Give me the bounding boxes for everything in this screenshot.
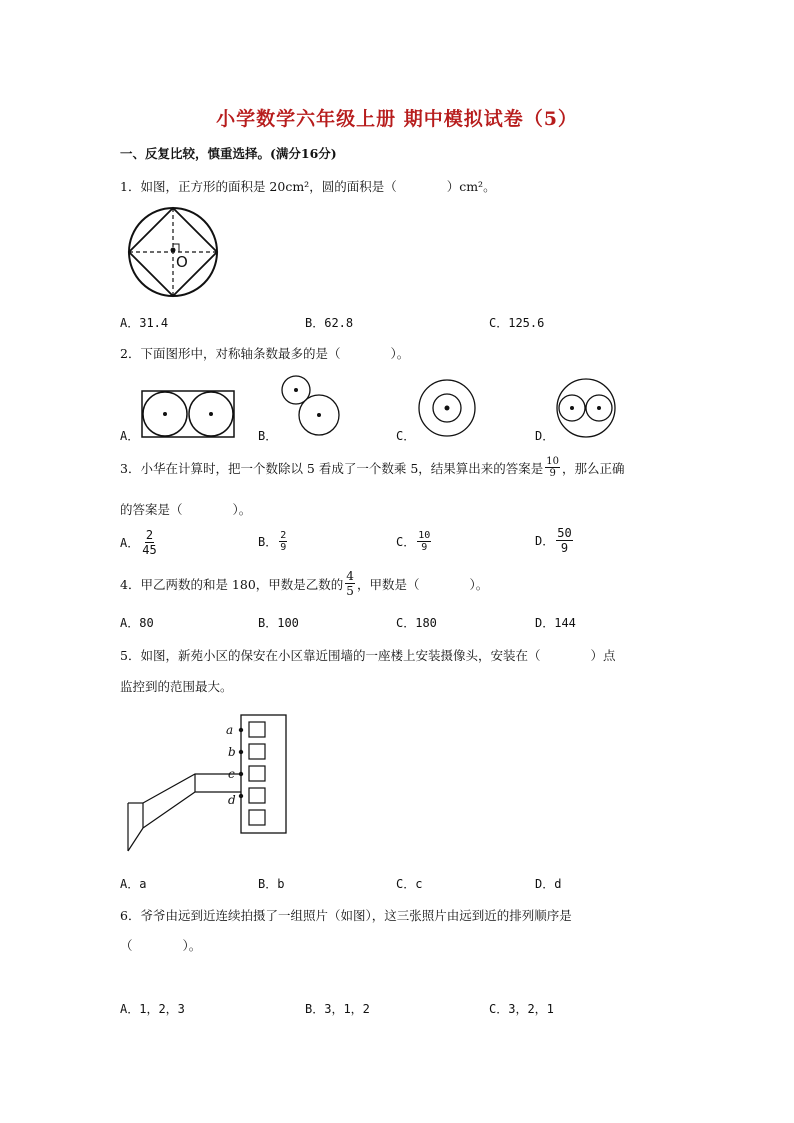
q3-option-a-label: A． (120, 536, 140, 550)
q4-fraction-numerator: 4 (346, 569, 354, 583)
q6-option-c: C．3，2，1 (489, 1002, 554, 1016)
q4-option-d: D．144 (535, 616, 576, 630)
question-6-line-1: 6．爷爷由远到近连续拍摄了一组照片（如图），这三张照片由远到近的排列顺序是 (120, 908, 572, 923)
circle-square-figure (127, 206, 219, 298)
concentric-circles-figure (418, 379, 476, 437)
q3-option-d (535, 526, 575, 555)
q5-option-d: D．d (535, 877, 562, 891)
point-a-label: a (226, 723, 234, 737)
section-heading: 一、反复比较，慎重选择。(满分16分) (120, 146, 337, 161)
q5-option-b: B．b (258, 877, 285, 891)
q4-fraction-denominator: 5 (346, 584, 354, 598)
q4-option-b: B．100 (258, 616, 299, 630)
question-5-line-1: 5．如图，新苑小区的保安在小区靠近围墙的一座楼上安装摄像头，安装在（ ）点 (120, 648, 616, 663)
page-title: 小学数学六年级上册 期中模拟试卷（5） (216, 108, 578, 130)
question-1-text: 1．如图，正方形的面积是 20cm²，圆的面积是（ ）cm²。 (120, 179, 496, 194)
question-4-text (120, 569, 488, 598)
q3-option-a-num: 2 (145, 528, 154, 542)
point-c-label: c (228, 767, 235, 781)
q5-option-a: A．a (120, 877, 147, 891)
q3-option-d-num: 50 (557, 526, 572, 540)
q5-option-c: C．c (396, 877, 423, 891)
q2-option-c: C． (396, 429, 416, 443)
q3-text-after: ，那么正确 (562, 460, 625, 476)
q3-option-c-num: 10 (418, 530, 431, 541)
q4-text-after: ，甲数是（ ）。 (356, 576, 489, 592)
question-2-text: 2．下面图形中，对称轴条数最多的是（ ）。 (120, 346, 410, 361)
q2-option-a: A． (120, 429, 140, 443)
q3-text-before: 3．小华在计算时，把一个数除以 5 看成了一个数乘 5，结果算出来的答案是 (120, 460, 544, 476)
center-label: O (176, 253, 188, 271)
q3-option-d-den: 9 (560, 541, 569, 555)
q3-option-c-den: 9 (421, 542, 428, 553)
q3-option-b-num: 2 (280, 530, 287, 541)
rectangle-two-circles-figure (141, 390, 235, 438)
question-3-line-1 (120, 456, 625, 479)
q1-option-a: A．31.4 (120, 316, 169, 330)
question-5-line-2: 监控到的范围最大。 (120, 679, 233, 694)
q4-fraction (345, 569, 355, 598)
building-wall-figure (120, 710, 295, 855)
q6-option-a: A．1，2，3 (120, 1002, 185, 1016)
q6-option-b: B．3，1，2 (305, 1002, 370, 1016)
q3-fraction-denominator: 9 (549, 468, 556, 479)
q1-option-b: B．62.8 (305, 316, 354, 330)
q3-option-b-den: 9 (280, 542, 287, 553)
q3-option-b (258, 530, 289, 553)
q3-option-c (396, 530, 433, 553)
q4-option-a: A．80 (120, 616, 154, 630)
q3-option-c-fraction (417, 530, 431, 553)
q3-option-a-fraction (141, 528, 157, 557)
q2-option-d: D． (535, 429, 555, 443)
q3-option-c-label: C． (396, 535, 416, 549)
point-d-label: d (228, 793, 236, 807)
q2-option-b: B． (258, 429, 278, 443)
question-6-line-2: （ ）。 (120, 938, 202, 953)
two-separate-circles-figure (280, 374, 342, 438)
q3-option-b-label: B． (258, 535, 278, 549)
q3-fraction-numerator: 10 (546, 456, 560, 467)
question-3-line-2: 的答案是（ ）。 (120, 502, 252, 517)
q3-fraction (545, 456, 560, 479)
q3-option-b-fraction (279, 530, 287, 553)
point-b-label: b (228, 745, 236, 759)
q3-option-d-label: D． (535, 534, 555, 548)
q3-option-a (120, 528, 160, 557)
q4-text-before: 4．甲乙两数的和是 180，甲数是乙数的 (120, 576, 344, 592)
q4-option-c: C．180 (396, 616, 437, 630)
q3-option-a-den: 45 (142, 543, 157, 557)
q1-option-c: C．125.6 (489, 316, 545, 330)
circle-with-two-inner-circles-figure (556, 378, 616, 438)
q3-option-d-fraction (556, 526, 572, 555)
